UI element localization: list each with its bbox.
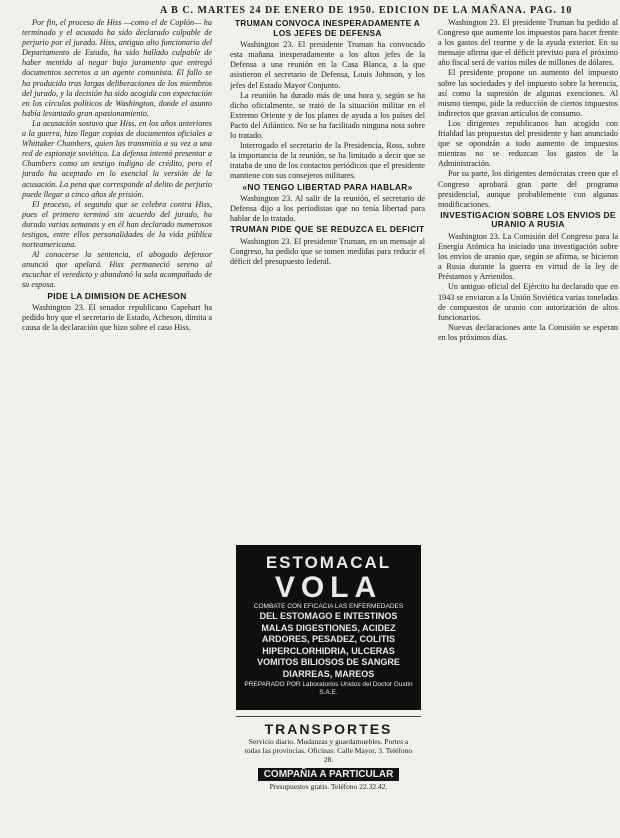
ad-title: TRANSPORTES — [264, 721, 393, 737]
article-paragraph: Washington 23. El presidente Truman ha convocado esta mañana inesperadamente a los altos jefes de la Defensa a una reunión en la Casa Blanca, a la que asistieron el secretario de Defensa, Louis Johnson, y los jefes del Estado Mayor Conjunto. — [230, 40, 425, 90]
headline-libertad: «NO TENGO LIBERTAD PARA HABLAR» — [242, 181, 413, 192]
advertisement-transportes — [236, 716, 421, 821]
article-paragraph: Nuevas declaraciones ante la Comisión se esperan en los próximos días. — [438, 322, 618, 342]
ad-tagline: COMBATE CON EFICACIA LAS ENFERMEDADES — [253, 603, 404, 610]
ad-maker: PREPARADO POR Laboratorios Unidos del Doctor Gustin S.A.E. — [244, 680, 413, 696]
article-paragraph: Washington 23. El senador republicano Capehart ha pedido hoy que el secretario de Estado, Acheson, dimita a causa de la declaración que hizo sobre el caso Hiss. — [22, 303, 212, 333]
article-paragraph: El proceso, el segundo que se celebra contra Hiss, pues el primero terminó sin acuerdo del jurado, ha durado varias semanas y en él han declarado numerosos testigos, entre ellos personalidades de la vida pública norteamericana. — [22, 199, 212, 250]
article-paragraph: Por fin, el proceso de Hiss —como el de Coplón— ha terminado y el acusado ha sido declarado culpable de perjurio por el jurado. Hiss, antiguo alto funcionario del Departamento de Estado, ha sido hallado culpable de haber mentido al negar bajo juramento que entregó documentos secretos a un agente comunista. El fallo se ha producido tras largas deliberaciones de los miembros del jurado, y la decisión ha sido acogida con expectación en los círculos políticos de Washington, donde el asunto había levantado gran apasionamiento. — [22, 18, 212, 118]
article-paragraph: Por su parte, los dirigentes demócratas creen que el Congreso aprobará gran parte del programa presidencial, aunque probablemente con algunas modificaciones. — [438, 169, 618, 209]
article-paragraph: Los dirigentes republicanos han acogido con frialdad las propuestas del presidente y han anunciado que se opondrán a todo aumento de impuestos mientras no se reduzcan los gastos de la Administración. — [438, 118, 618, 169]
article-paragraph: Washington 23. La Comisión del Congreso para la Energía Atómica ha iniciado una investigación sobre los envíos de uranio que, según se afirma, se hicieron a Rusia durante la guerra en virtud de la ley de Préstamos y Arriendos. — [438, 231, 618, 282]
article-paragraph: Al conocerse la sentencia, el abogado defensor anunció que apelará. Hiss permaneció sereno al escuchar el veredicto y abandonó la sala acompañado de su esposa. — [22, 250, 212, 290]
headline-acheson: PIDE LA DIMISION DE ACHESON — [47, 290, 187, 301]
article-paragraph: Washington 23. El presidente Truman, en un mensaje al Congreso, ha pedido que se tomen medidas para reducir el déficit del presupuesto federal. — [230, 236, 425, 267]
column-right — [438, 18, 618, 833]
article-paragraph: Interrogado el secretario de la Presidencia, Ross, sobre la importancia de la reunión, se ha limitado a decir que se trataba de uno de los contactos periódicos que el presidente mantiene con sus consejeros militares. — [230, 141, 425, 181]
page-header: A B C. MARTES 24 DE ENERO DE 1950. EDICION DE LA MAÑANA. PAG. 10 — [160, 5, 573, 16]
advertisement-vola — [236, 545, 421, 710]
ad-line: VOMITOS BILIOSOS DE SANGRE — [257, 657, 400, 668]
ad-line: ARDORES, PESADEZ, COLITIS — [261, 634, 395, 645]
ad-body: Servicio diario. Mudanzas y guardamuebles. Portes a todas las provincias. Oficinas: Calle Mayor, 3. Teléfono 28. — [244, 737, 413, 764]
ad-line: MALAS DIGESTIONES, ACIDEZ — [261, 622, 396, 633]
headline-truman-defense: TRUMAN CONVOCA INESPERADAMENTE A LOS JEFES DE DEFENSA — [234, 18, 421, 38]
article-paragraph: Washington 23. Al salir de la reunión, el secretario de Defensa dijo a los periodistas que no tenía libertad para hablar de lo tratado. — [230, 194, 425, 224]
ad-company: COMPAÑIA A PARTICULAR — [258, 768, 400, 781]
article-paragraph: La acusación sostuvo que Hiss, en los años anteriores a la guerra, hizo llegar copias de documentos oficiales a Whittaker Chambers, quien las transmitía a su vez a una red de espionaje soviético. La defensa intentó presentar a Chambers como un testigo indigno de crédito, pero el jurado ha aceptado en lo esencial la versión de la acusación. La pena que corresponde al delito de perjurio puede llegar a cinco años de prisión. — [22, 118, 212, 199]
article-paragraph: Washington 23. El presidente Truman ha pedido al Congreso que aumente los impuestos para hacer frente a los gastos del rearme y de la ayuda exterior. En su mensaje afirma que el déficit previsto para el próximo año fiscal será de varios miles de millones de dólares. — [438, 18, 618, 68]
article-paragraph: La reunión ha durado más de una hora y, según se ha dicho oficialmente, se trató de la situación militar en el Extremo Oriente y de los planes de ayuda a los países del Pacto del Atlántico. No se ha facilitado ninguna nota sobre lo tratado. — [230, 90, 425, 141]
ad-line: DEL ESTOMAGO E INTESTINOS — [259, 611, 398, 621]
article-paragraph: El presidente propone un aumento del impuesto sobre las sociedades y del impuesto sobre la herencia, así como la supresión de algunas exenciones. Al mismo tiempo, pide la reducción de ciertos impuestos indirectos que gravan artículos de consumo. — [438, 68, 618, 118]
ad-brand-line: ESTOMACAL — [265, 553, 392, 572]
headline-uranio: INVESTIGACION SOBRE LOS ENVIOS DE URANIO A RUSIA — [440, 209, 616, 230]
article-paragraph: Un antiguo oficial del Ejército ha declarado que en 1943 se enviaron a la Unión Soviética varias toneladas de compuestos de uranio con autorización de altos funcionarios. — [438, 282, 618, 322]
ad-body2: Presupuestos gratis. Teléfono 22.32.42. — [269, 782, 388, 791]
ad-line: HIPERCLORHIDRIA, ULCERAS — [262, 645, 395, 656]
ad-line: DIARREAS, MAREOS — [282, 668, 375, 679]
column-middle — [230, 18, 425, 543]
ad-brand-name: VOLA — [274, 571, 383, 604]
column-left — [22, 18, 212, 333]
headline-deficit: TRUMAN PIDE QUE SE REDUZCA EL DEFICIT — [230, 224, 425, 235]
